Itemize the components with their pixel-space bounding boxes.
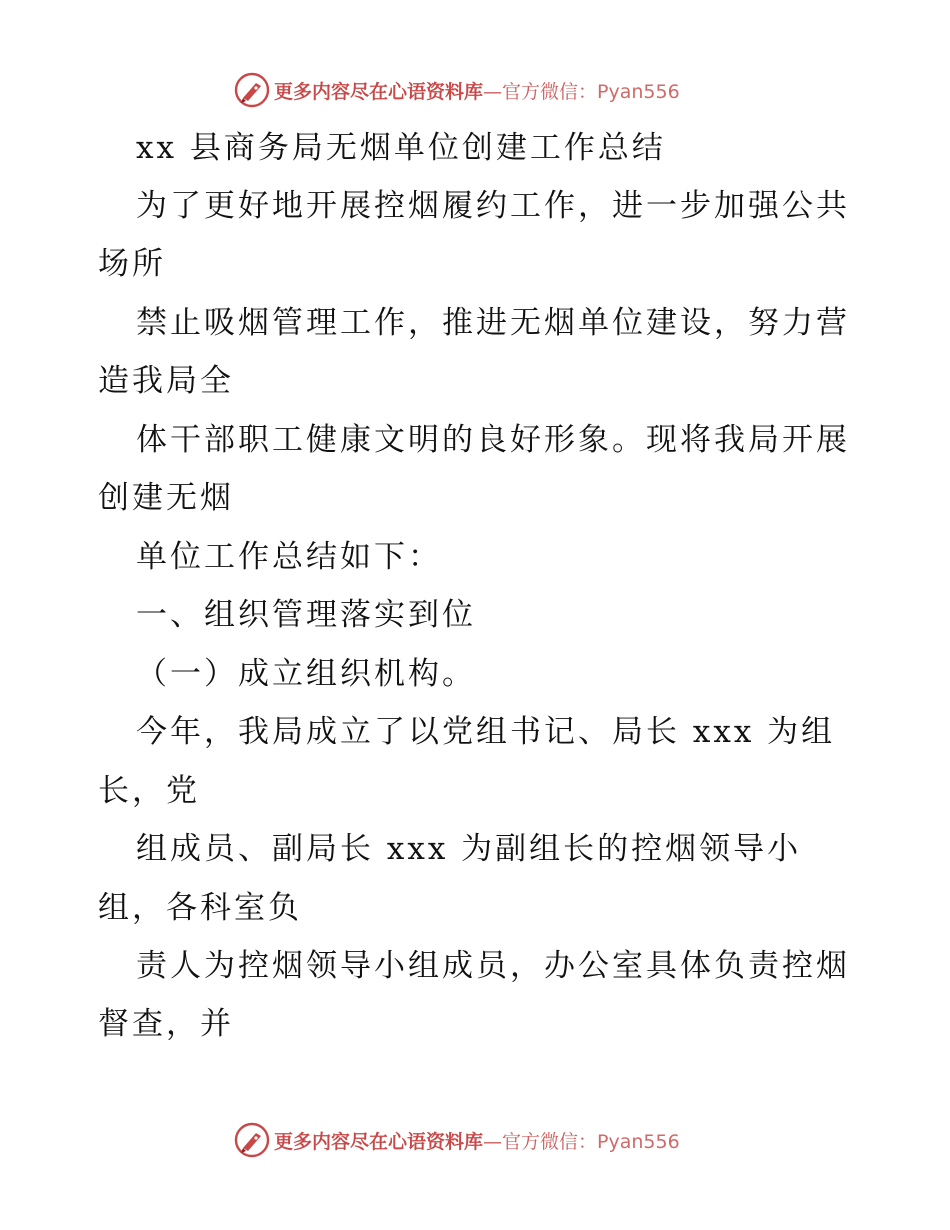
paragraph-line: 为了更好地开展控烟履约工作，进一步加强公共 — [136, 188, 850, 224]
subsection-heading: （一）成立组织机构。 — [136, 656, 476, 692]
watermark-text: 更多内容尽在心语资料库—官方微信：Pyan556 — [274, 80, 680, 103]
pen-nib-logo-icon — [234, 72, 270, 108]
paragraph-line: 今年，我局成立了以党组书记、局长 xxx 为组 — [136, 714, 836, 750]
paragraph-line: 组，各科室负 — [98, 890, 302, 926]
paragraph-line: 组成员、副局长 xxx 为副组长的控烟领导小 — [136, 831, 802, 867]
paragraph-line: 禁止吸烟管理工作，推进无烟单位建设，努力营 — [136, 305, 850, 341]
paragraph-line: 责人为控烟领导小组成员，办公室具体负责控烟 — [136, 948, 850, 984]
watermark-banner-top — [234, 72, 680, 108]
watermark-banner-bottom — [234, 1122, 680, 1158]
watermark-text: 更多内容尽在心语资料库—官方微信：Pyan556 — [274, 1130, 680, 1153]
paragraph-line: 造我局全 — [98, 363, 234, 399]
paragraph-line: 督查，并 — [98, 1006, 234, 1042]
paragraph-line: 体干部职工健康文明的良好形象。现将我局开展 — [136, 422, 850, 458]
paragraph-line: 创建无烟 — [98, 480, 234, 516]
section-heading: 一、组织管理落实到位 — [136, 597, 476, 633]
pen-nib-logo-icon — [234, 1122, 270, 1158]
paragraph-line: 单位工作总结如下： — [136, 539, 442, 575]
document-title: xx 县商务局无烟单位创建工作总结 — [136, 130, 666, 166]
paragraph-line: 长，党 — [98, 773, 200, 809]
paragraph-line: 场所 — [98, 246, 166, 282]
